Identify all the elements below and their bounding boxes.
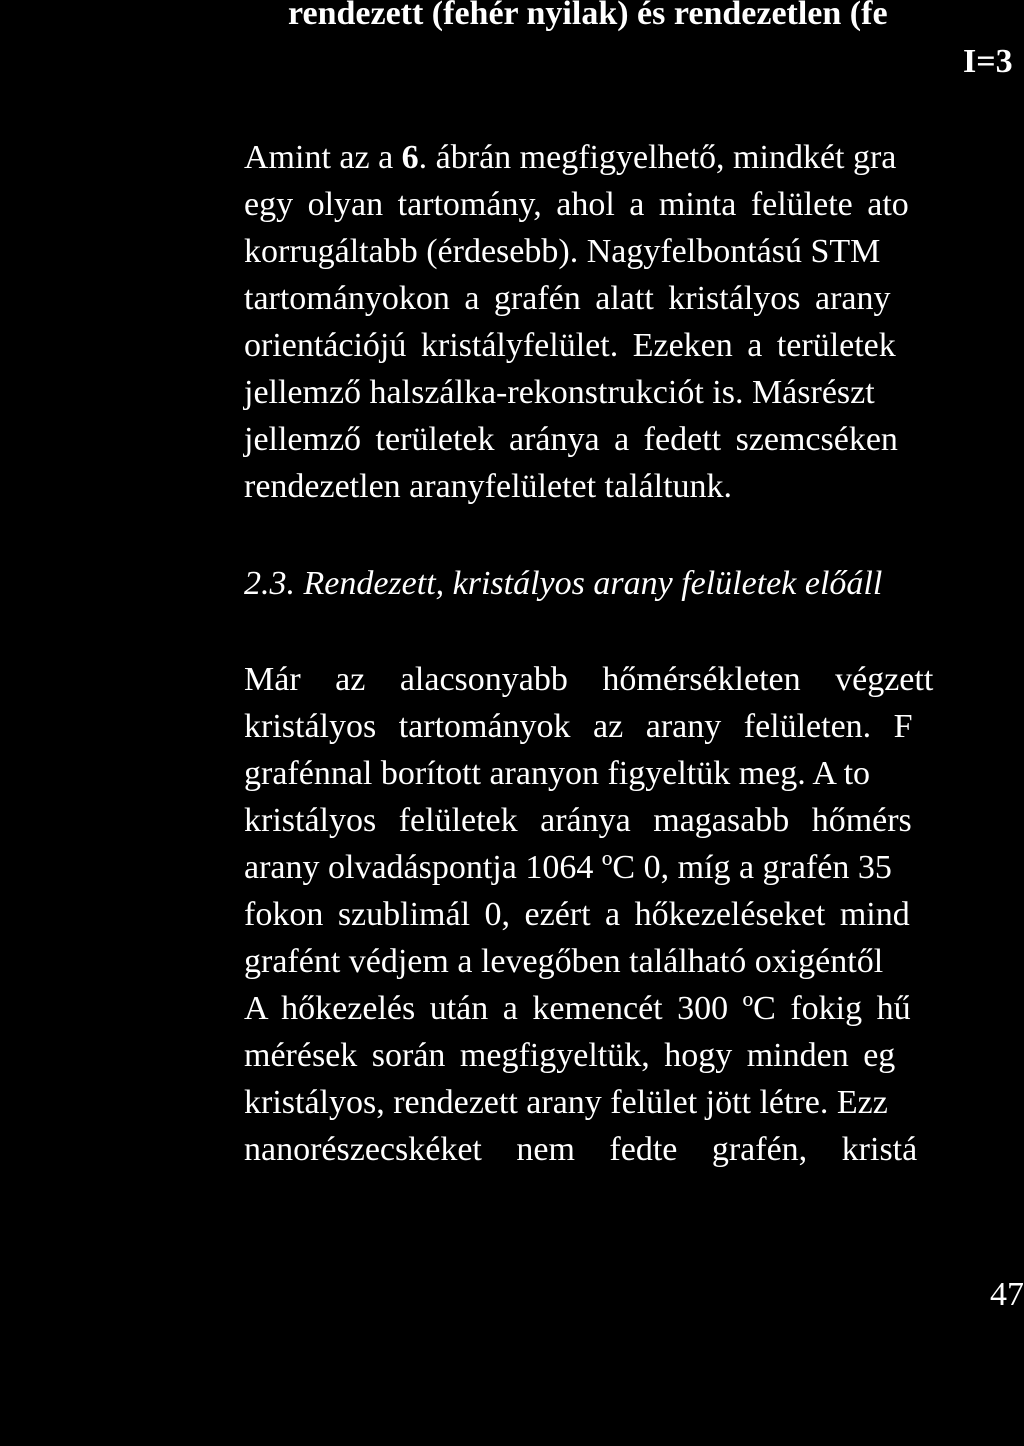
figure-reference: 6 — [401, 139, 419, 176]
paragraph-figure-description — [244, 134, 1024, 510]
section-heading: 2.3. Rendezett, kristályos arany felületek előáll — [244, 565, 883, 602]
paragraph-line: Már az alacsonyabb hőmérsékleten végzett — [244, 661, 934, 698]
paragraph-line: tartományokon a grafén alatt kristályos arany — [244, 280, 891, 317]
paragraph-line: Amint az a 6. ábrán megfigyelhető, mindkét gra — [244, 139, 897, 176]
paragraph-line: korrugáltabb (érdesebb). Nagyfelbontású STM — [244, 233, 881, 270]
paragraph-line: orientációjú kristályfelület. Ezeken a területek — [244, 327, 896, 364]
paragraph-line: nanorészecskéket nem fedte grafén, kristá — [244, 1131, 918, 1168]
page-number: 47 — [990, 1276, 1024, 1313]
paragraph-line: grafénnal borított aranyon figyeltük meg. A to — [244, 755, 871, 792]
paragraph-line: fokon szublimál 0, ezért a hőkezeléseket mind — [244, 896, 910, 933]
paragraph-line: jellemző területek aránya a fedett szemcséken — [244, 421, 898, 458]
paragraph-line: egy olyan tartomány, ahol a minta felülete ato — [244, 186, 909, 223]
paragraph-line: grafént védjem a levegőben található oxigéntől — [244, 943, 884, 980]
paragraph-annealing — [244, 656, 1024, 1173]
paragraph-line: jellemző halszálka-rekonstrukciót is. Másrészt — [244, 374, 875, 411]
paragraph-line: kristályos felületek aránya magasabb hőmérs — [244, 802, 912, 839]
figure-caption-line-1: rendezett (fehér nyilak) és rendezetlen (fe — [288, 0, 888, 32]
figure-caption-line-2: I=3 — [963, 43, 1013, 80]
paragraph-line: kristályos tartományok az arany felületen. F — [244, 708, 913, 745]
paragraph-line: rendezetlen aranyfelületet találtunk. — [244, 468, 733, 505]
paragraph-line: mérések során megfigyeltük, hogy minden eg — [244, 1037, 896, 1074]
paragraph-line: arany olvadáspontja 1064 ºC 0, míg a grafén 35 — [244, 849, 892, 886]
paragraph-line: kristályos, rendezett arany felület jött létre. Ezz — [244, 1084, 888, 1121]
paragraph-line: A hőkezelés után a kemencét 300 ºC fokig hű — [244, 990, 911, 1027]
